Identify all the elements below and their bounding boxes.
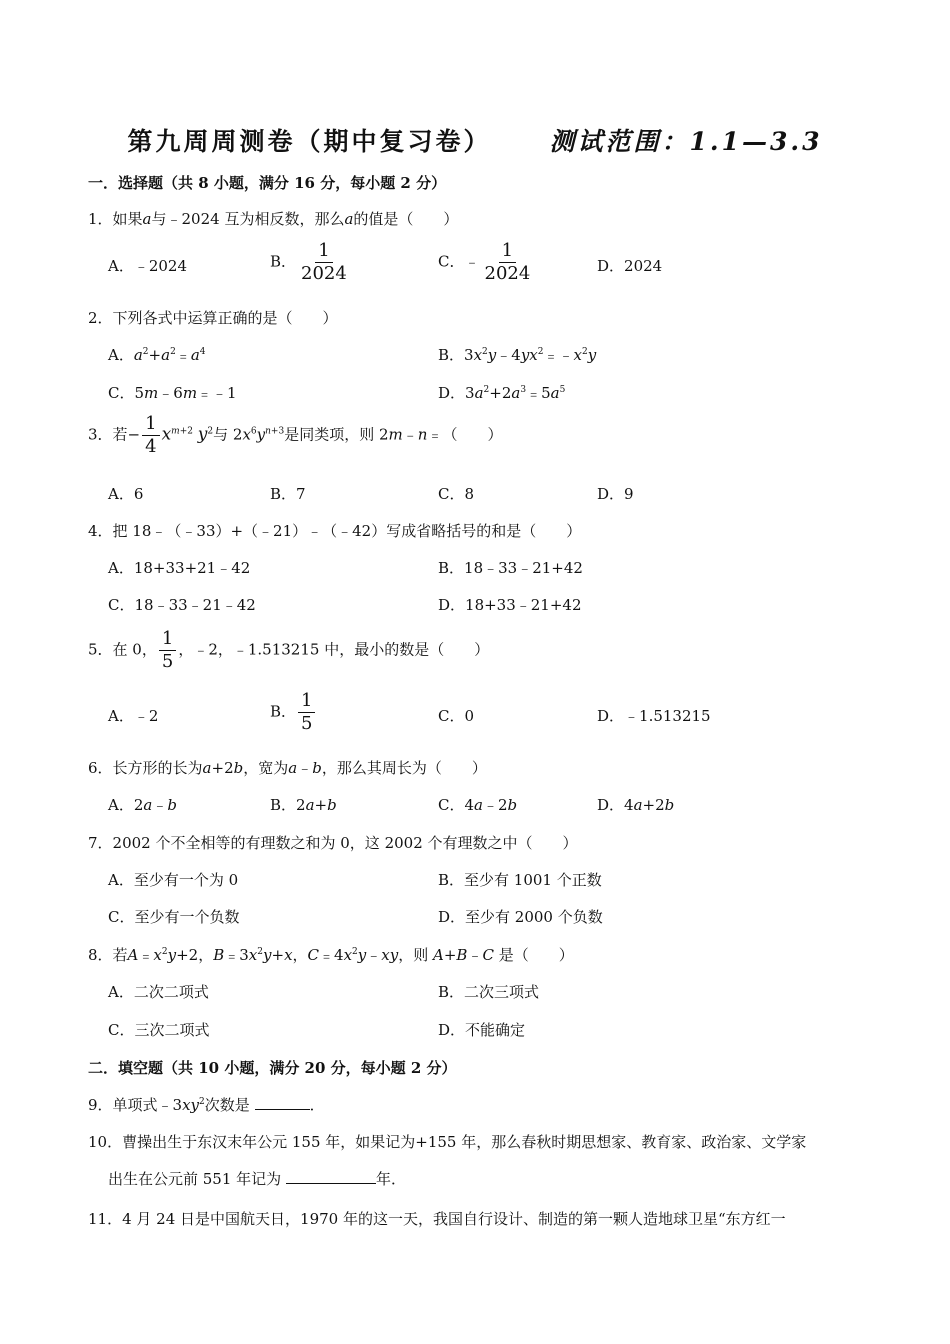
- q1-option-d: D．2024: [597, 257, 663, 275]
- q7-option-d: D．至少有 2000 个负数: [438, 908, 603, 926]
- section-fill-heading: 二．填空题（共 10 小题，满分 20 分，每小题 2 分）: [88, 1059, 457, 1077]
- question-5: 5．在 0， $\frac{1}{5}$ ，﹣2，﹣1.513215 中，最小的数是（ ）: [88, 628, 490, 672]
- question-6: 6．长方形的长为a+2b，宽为a﹣b，那么其周长为（ ）: [88, 759, 487, 777]
- q8-option-a: A．二次二项式: [108, 983, 209, 1001]
- q4-option-d: D．18+33﹣21+42: [438, 596, 582, 614]
- question-7: 7．2002 个不全相等的有理数之和为 0，这 2002 个有理数之中（ ）: [88, 834, 578, 852]
- q6-option-b: B．2a+b: [270, 796, 337, 814]
- q4-option-a: A．18+33+21﹣42: [108, 559, 251, 577]
- answer-blank[interactable]: [255, 1095, 310, 1110]
- q5-option-a: A．﹣2: [108, 707, 159, 725]
- question-10-line-1: 10．曹操出生于东汉末年公元 155 年，如果记为+155 年，那么春秋时期思想家、教育家、政治家、文学家: [88, 1133, 807, 1151]
- q6-option-d: D．4a+2b: [597, 796, 675, 814]
- q5-option-d: D．﹣1.513215: [597, 707, 711, 725]
- q8-option-b: B．二次三项式: [438, 983, 540, 1001]
- q1-option-c: C．﹣ $\frac{1}{2024}$: [438, 240, 531, 284]
- title-range: 测试范围：1.1—3.3: [549, 127, 823, 156]
- question-9: 9．单项式$﹣3xy^2$次数是 ．: [88, 1096, 325, 1114]
- q6-option-c: C．4a﹣2b: [438, 796, 518, 814]
- question-3: 3．若− $\frac{1}{4}$ $x^{m+2}$ $y^2$与 $2x^6y^{n+3}$是同类项，则 2m﹣n﹦（ ）: [88, 413, 503, 457]
- q7-option-c: C．至少有一个负数: [108, 908, 240, 926]
- title-main: 第九周周测卷（期中复习卷）: [127, 127, 492, 156]
- q3-option-a: A．6: [108, 485, 144, 503]
- question-10-line-2: 出生在公元前 551 年记为 年．: [108, 1170, 406, 1188]
- q2-option-c: C．5m﹣6m﹦﹣1: [108, 384, 237, 402]
- question-1: 1．如果a与﹣2024 互为相反数，那么a的值是（ ）: [88, 210, 459, 228]
- q2-option-b: B．$3x^2y﹣4yx^2﹦﹣x^2y$: [438, 346, 597, 364]
- q1-option-a: A．﹣2024: [108, 257, 188, 275]
- question-11-line-1: 11．4 月 24 日是中国航天日，1970 年的这一天，我国自行设计、制造的第一颗人造地球卫星“东方红一: [88, 1210, 786, 1228]
- q5-option-c: C．0: [438, 707, 475, 725]
- q5-option-b: B． $\frac{1}{5}$: [270, 692, 317, 733]
- question-4: 4．把 18﹣（﹣33）+（﹣21）﹣（﹣42）写成省略括号的和是（ ）: [88, 522, 582, 540]
- q6-option-a: A．2a﹣b: [108, 796, 177, 814]
- q2-option-a: A．$a^2+a^2﹦a^4$: [108, 346, 206, 364]
- q7-option-b: B．至少有 1001 个正数: [438, 871, 602, 889]
- answer-blank[interactable]: [286, 1169, 376, 1184]
- q4-option-b: B．18﹣33﹣21+42: [438, 559, 583, 577]
- page-title: [0, 122, 950, 158]
- q1-option-b: B． $\frac{1}{2024}$: [270, 240, 347, 284]
- q7-option-a: A．至少有一个为 0: [108, 871, 239, 889]
- q8-option-c: C．三次二项式: [108, 1021, 210, 1039]
- q8-option-d: D．不能确定: [438, 1021, 526, 1039]
- q2-option-d: D．$3a^2+2a^3﹦5a^5$: [438, 384, 566, 402]
- section-choice-heading: 一．选择题（共 8 小题，满分 16 分，每小题 2 分）: [88, 174, 447, 192]
- question-2: 2．下列各式中运算正确的是（ ）: [88, 309, 338, 327]
- q3-option-b: B．7: [270, 485, 306, 503]
- question-8: 8．若$A﹦x^2y+2$，$B﹦3x^2y+x$，$C﹦4x^2y﹣xy$，则 A+B﹣C 是（ ）: [88, 946, 574, 964]
- q4-option-c: C．18﹣33﹣21﹣42: [108, 596, 256, 614]
- q3-option-c: C．8: [438, 485, 475, 503]
- q3-option-d: D．9: [597, 485, 634, 503]
